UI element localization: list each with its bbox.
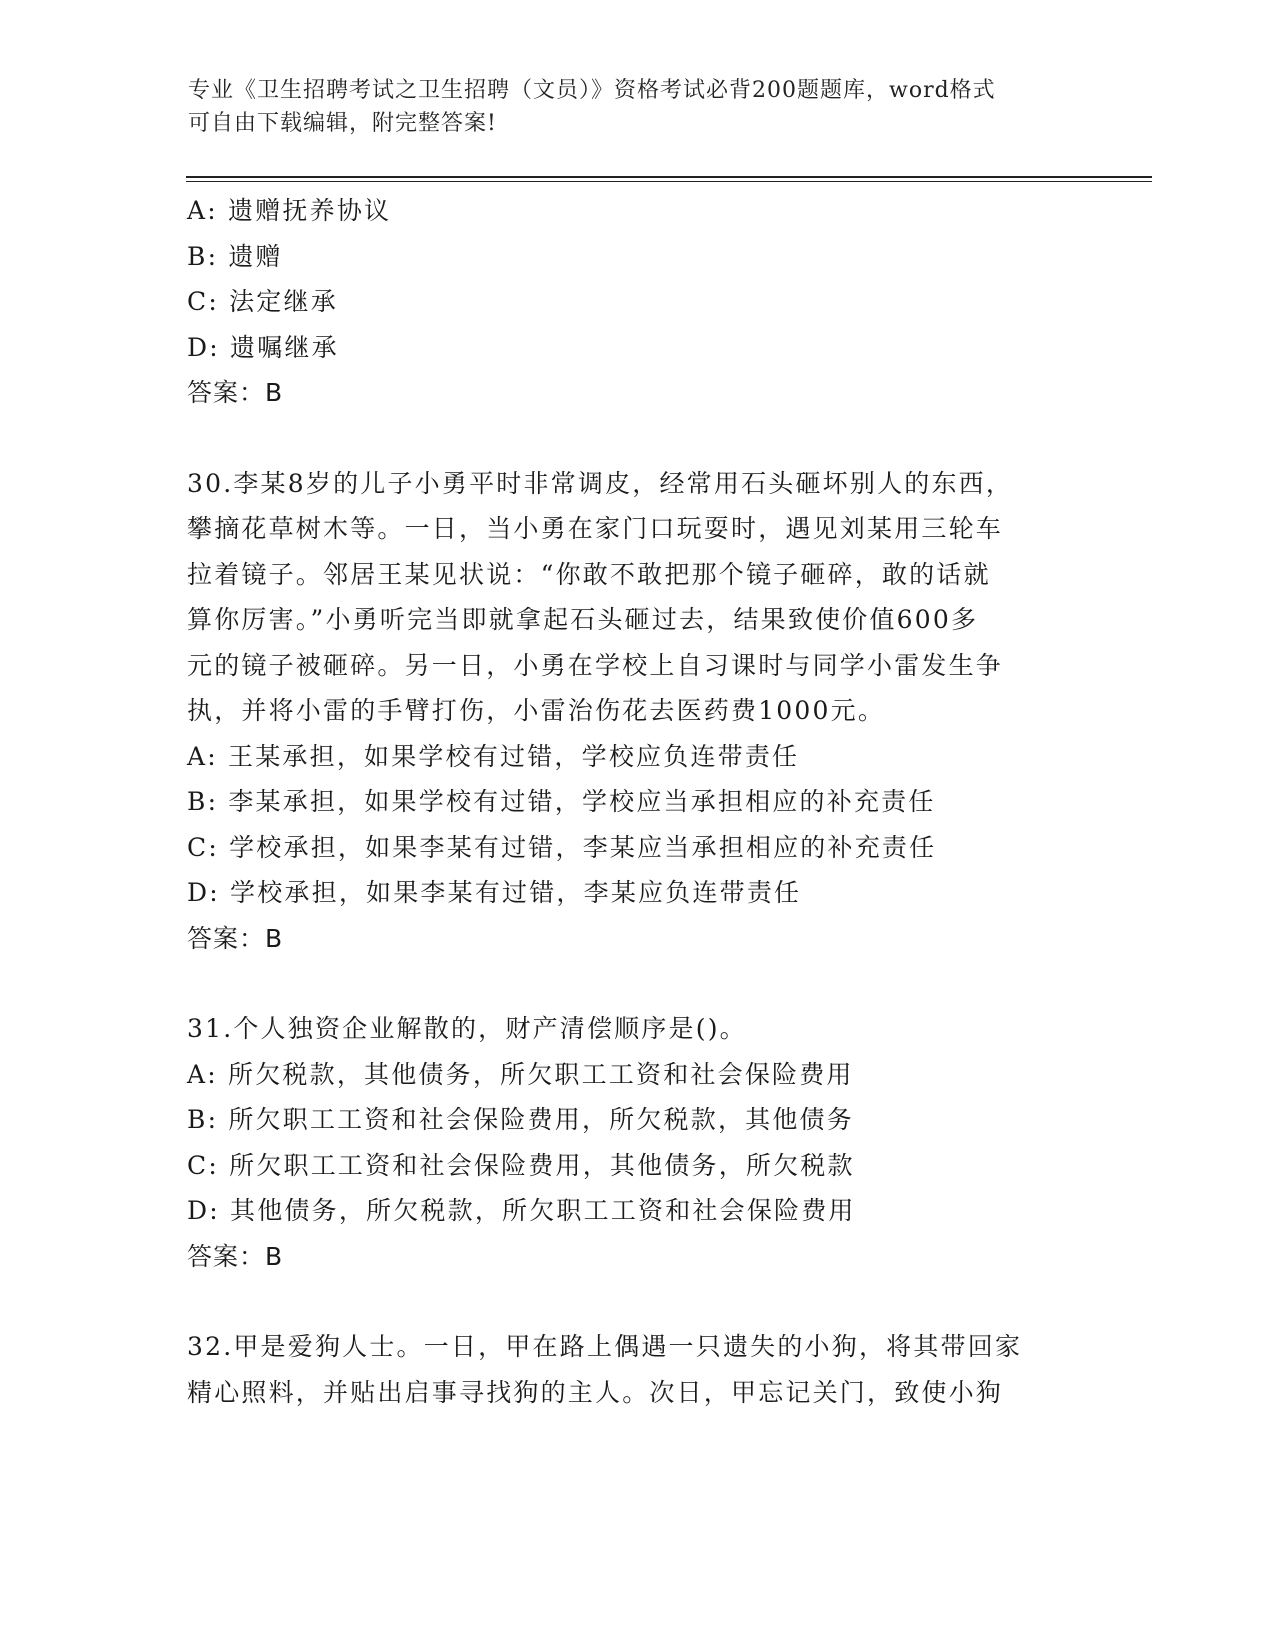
option-c: C: 法定继承 [187,287,338,316]
question-text-line: 32.甲是爱狗人士。一日，甲在路上偶遇一只遗失的小狗，将其带回家 [187,1332,1023,1361]
option-b: B: 所欠职工工资和社会保险费用，所欠税款，其他债务 [187,1105,854,1134]
question-29 [187,188,1087,416]
question-text-line: 执，并将小雷的手臂打伤，小雷治伤花去医药费1000元。 [187,696,886,725]
option-b: B: 李某承担，如果学校有过错，学校应当承担相应的补充责任 [187,787,936,816]
question-30 [187,461,1087,962]
header-rule-thick [186,176,1152,178]
document-header [188,74,1068,140]
question-text-line: 算你厉害。”小勇听完当即就拿起石头砸过去，结果致使价值600多 [187,605,979,634]
option-d: D: 学校承担，如果李某有过错，李某应负连带责任 [187,878,802,907]
answer: 答案：B [187,923,284,953]
question-text-line: 31.个人独资企业解散的，财产清偿顺序是()。 [187,1014,747,1043]
question-text-line: 攀摘花草树木等。一日，当小勇在家门口玩耍时，遇见刘某用三轮车 [187,514,1004,543]
question-text-line: 元的镜子被砸碎。另一日，小勇在学校上自习课时与同学小雷发生争 [187,650,1004,680]
answer: 答案：B [187,378,284,407]
option-a: A: 遗赠抚养协议 [187,196,392,225]
option-a: A: 王某承担，如果学校有过错，学校应负连带责任 [187,741,800,771]
option-d: D: 遗嘱继承 [187,332,339,362]
header-line-1: 专业《卫生招聘考试之卫生招聘（文员）》资格考试必背200题题库，word格式 [188,78,996,103]
question-text-line: 30.李某8岁的儿子小勇平时非常调皮，经常用石头砸坏别人的东西， [187,468,1014,498]
header-rule-thin [186,181,1152,182]
header-line-2: 可自由下载编辑，附完整答案! [188,111,497,136]
question-text-line: 拉着镜子。邻居王某见状说：“你敢不敢把那个镜子砸碎，敢的话就 [187,559,991,589]
spacer [187,1279,1087,1324]
question-content [187,188,1087,1415]
option-b: B: 遗赠 [187,241,283,271]
spacer [187,961,1087,1006]
question-32 [187,1324,1087,1415]
option-c: C: 所欠职工工资和社会保险费用，其他债务，所欠税款 [187,1150,855,1180]
option-c: C: 学校承担，如果李某有过错，李某应当承担相应的补充责任 [187,832,937,862]
question-text-line: 精心照料，并贴出启事寻找狗的主人。次日，甲忘记关门，致使小狗 [187,1377,1004,1407]
option-a: A: 所欠税款，其他债务，所欠职工工资和社会保险费用 [187,1059,854,1089]
question-31 [187,1006,1087,1279]
option-d: D: 其他债务，所欠税款，所欠职工工资和社会保险费用 [187,1196,856,1225]
answer: 答案：B [187,1241,284,1271]
spacer [187,416,1087,461]
